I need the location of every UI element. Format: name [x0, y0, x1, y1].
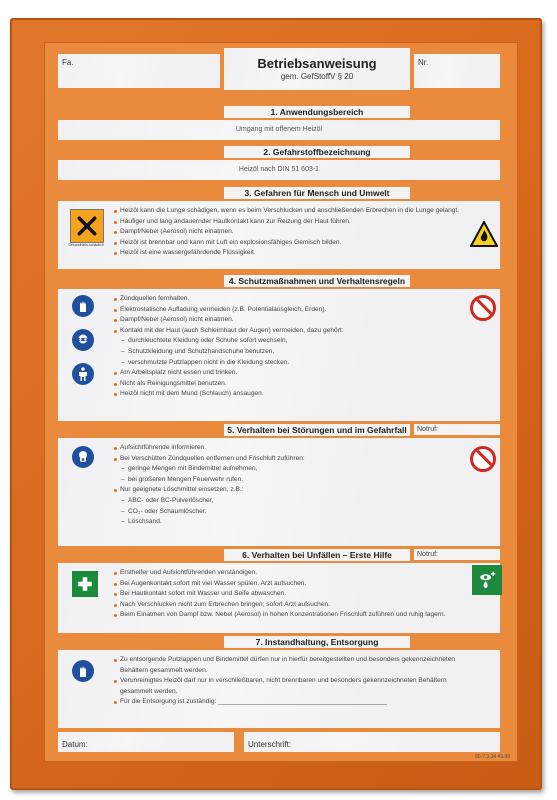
- section-1-heading: 1. Anwendungsbereich: [224, 106, 410, 118]
- eye-wash-icon: [472, 565, 502, 595]
- page-subtitle: gem. GefStoffV § 20: [280, 72, 354, 81]
- list-item: Aufsichtführende informieren.: [114, 443, 454, 454]
- section-7-heading: 7. Instandhaltung, Entsorgung: [224, 636, 410, 648]
- sub-item: – CO₂- oder Schaumlöscher,: [114, 507, 454, 518]
- orange-display-frame: [10, 18, 542, 790]
- sub-item: – Schutzkleidung und Schutzhandschuhe benutzen,: [114, 347, 454, 358]
- respirator-mandatory-icon: [72, 446, 94, 468]
- list-item: Bei Hautkontakt sofort mit Wasser und Seife abwaschen.: [114, 589, 464, 600]
- list-item: Zündquellen fernhalten.: [114, 294, 454, 305]
- list-item: Dampf/Nebel (Aerosol) nicht einatmen.: [114, 315, 454, 326]
- emergency-call-field-6: Notruf:: [414, 549, 500, 560]
- section-2-text: Heizöl nach DIN 51 603-1: [58, 160, 500, 180]
- section-5-content: [58, 438, 500, 546]
- list-item: Für die Entsorgung ist zuständig: ______________________________________________: [114, 697, 474, 708]
- section-7-list: [114, 655, 474, 708]
- document-sheet: [44, 42, 518, 762]
- harmful-hazard-icon: [70, 209, 104, 243]
- company-field: [58, 54, 220, 88]
- list-item: Bei Augenkontakt sofort mit viel Wasser spülen. Arzt aufsuchen.: [114, 579, 464, 590]
- page-title: Betriebsanweisung: [257, 56, 377, 71]
- emergency-call-field-5: Notruf:: [414, 424, 500, 435]
- section-5-list: [114, 443, 454, 528]
- list-item: Nicht als Reinigungsmittel benutzen.: [114, 379, 454, 390]
- sub-item: – verschmutzte Putzlappen nicht in die Kleidung stecken.: [114, 358, 454, 369]
- list-item: Nach Verschlucken nicht zum Erbrechen bringen; sofort Arzt aufsuchen.: [114, 600, 464, 611]
- list-item: Häufiger und lang andauernder Hautkontakt kann zur Reizung der Haut führen.: [114, 217, 462, 228]
- section-3-list: [114, 206, 462, 259]
- section-7-content: [58, 650, 500, 728]
- list-item: Heizöl nicht mit dem Mund (Schlauch) ansaugen.: [114, 389, 454, 400]
- section-6-heading: 6. Verhalten bei Unfällen – Erste Hilfe: [224, 549, 410, 561]
- section-1-text: Umgang mit offenem Heizöl: [58, 120, 500, 140]
- sub-item: – ABC- oder BC-Pulverlöscher,: [114, 496, 454, 507]
- section-6-content: [58, 563, 500, 633]
- nr-label: Nr.: [418, 58, 429, 67]
- list-item: Am Arbeitsplatz nicht essen und trinken.: [114, 368, 454, 379]
- no-open-flame-icon: [470, 446, 496, 472]
- document-code: 80-7.3.34 49.98: [474, 754, 510, 760]
- list-item: Heizöl ist brennbar und kann mit Luft ein explosionsfähiges Gemisch bilden.: [114, 238, 462, 249]
- section-5-heading: 5. Verhalten bei Störungen und im Gefahrfall: [224, 424, 410, 436]
- date-field: Datum:: [58, 732, 234, 752]
- signature-field: Unterschrift:: [244, 732, 500, 752]
- fa-label: Fa.: [62, 58, 74, 67]
- list-item: Ersthelfer und Aufsichtführenden verständigen.: [114, 568, 464, 579]
- gloves-mandatory-icon: [72, 295, 94, 317]
- gloves-mandatory-icon-2: [72, 660, 94, 682]
- section-3-heading: 3. Gefahren für Mensch und Umwelt: [224, 187, 410, 199]
- list-item: Bei Verschütten Zündquellen entfernen und Frischluft zuführen:: [114, 454, 454, 465]
- section-4-heading: 4. Schutzmaßnahmen und Verhaltensregeln: [224, 275, 410, 287]
- flammable-warning-icon: [470, 221, 498, 247]
- goggles-mandatory-icon: [72, 329, 94, 351]
- list-item: Beim Einatmen von Dampf bzw. Nebel (Aerosol) in hohen Konzentrationen Frischluft zuführen und ruhig lagern.: [114, 610, 464, 621]
- section-4-list: [114, 294, 454, 400]
- list-item: Nur geeignete Löschmittel einsetzen, z.B.:: [114, 485, 454, 496]
- protective-clothing-icon: [72, 363, 94, 385]
- hazard-caption: Gesundheits-schädlich: [68, 243, 104, 247]
- section-6-list: [114, 568, 464, 621]
- no-smoking-icon: [470, 295, 496, 321]
- list-item: Heizöl kann die Lunge schädigen, wenn es beim Verschlucken und anschließenden Erbrechen in die Lunge gelangt.: [114, 206, 462, 217]
- title-box: [224, 48, 410, 90]
- list-item: Elektrostatische Aufladung vermeiden (z.B. Potentialausgleich, Erden).: [114, 305, 454, 316]
- list-item: Verunreinigtes Heizöl darf nur in verschließbaren, nicht brennbaren und besonders gekennzeichneten Behältern gesammelt werden.: [114, 676, 474, 697]
- section-4-content: [58, 289, 500, 421]
- sub-item: – geringe Mengen mit Bindemittel aufnehmen,: [114, 464, 454, 475]
- first-aid-icon: [72, 571, 98, 597]
- list-item: Kontakt mit der Haut (auch Schleimhaut der Augen) vermeiden, dazu gehört:: [114, 326, 454, 337]
- list-item: Dampf/Nebel (Aerosol) nicht einatmen.: [114, 227, 462, 238]
- list-item: Zu entsorgende Putzlappen und Bindemittel dürfen nur in hierfür bereitgestellten und besonders gekennzeichneten Behältern gesammelt werden.: [114, 655, 474, 676]
- sub-item: – Löschsand.: [114, 517, 454, 528]
- section-2-heading: 2. Gefahrstoffbezeichnung: [224, 146, 410, 158]
- sub-item: – bei größeren Mengen Feuerwehr rufen.: [114, 475, 454, 486]
- sub-item: – durchleuchtete Kleidung oder Schuhe sofort wechseln,: [114, 336, 454, 347]
- list-item: Heizöl ist eine wassergefährdende Flüssigkeit.: [114, 248, 462, 259]
- section-3-content: [58, 201, 500, 269]
- number-field: [414, 54, 500, 88]
